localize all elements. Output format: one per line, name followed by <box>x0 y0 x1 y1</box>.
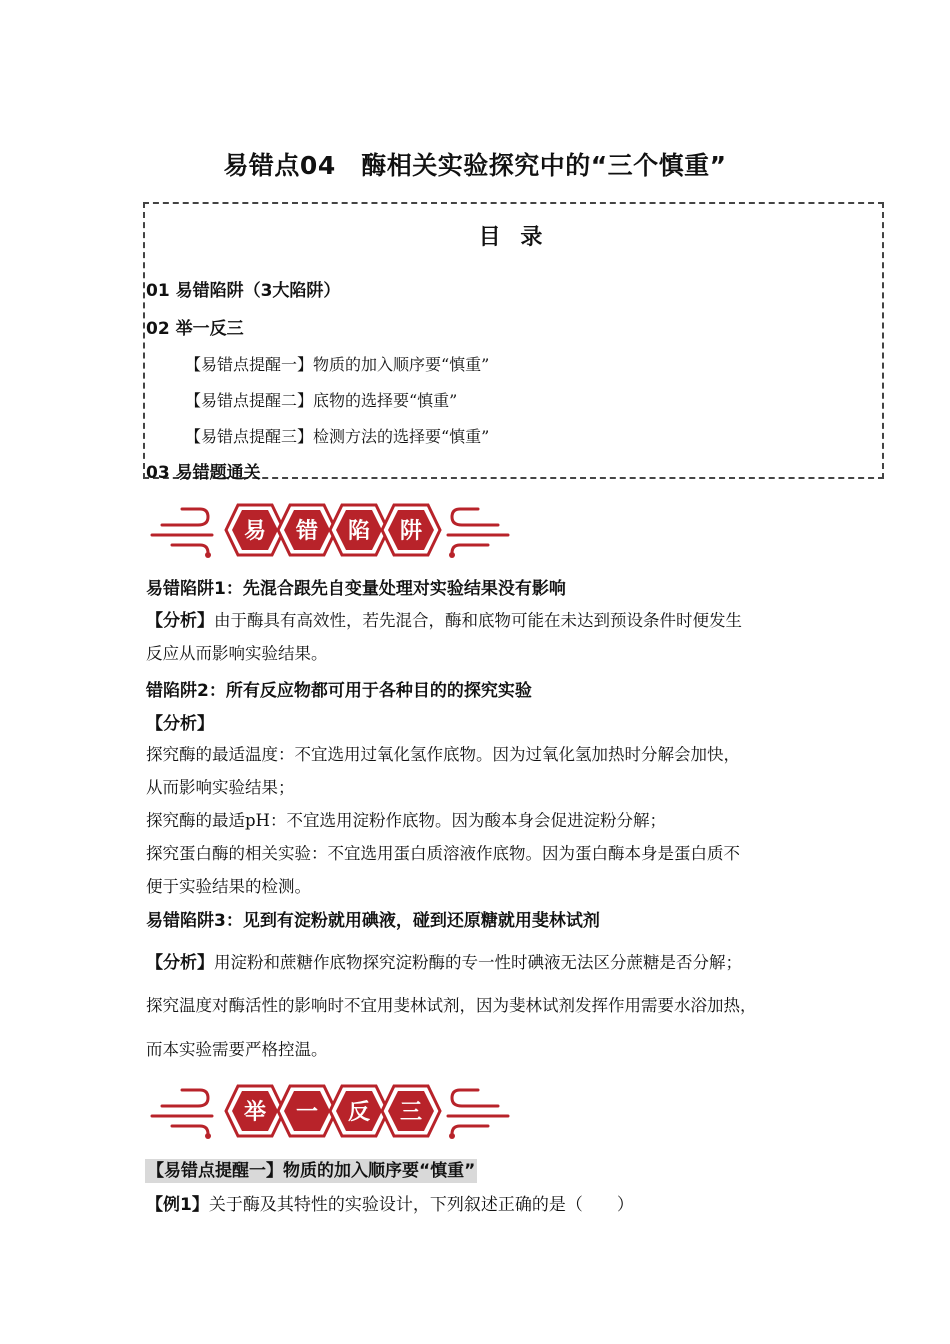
trap-2-analysis-label: 【分析】 <box>146 714 214 734</box>
reminder-1-heading <box>145 1156 477 1181</box>
trap-3-analysis-line-1 <box>146 948 742 973</box>
trap-2-line-1: 探究酶的最适温度：不宜选用过氧化氢作底物。因为过氧化氢加热时分解会加快， <box>146 745 740 764</box>
toc-section-1: 01 易错陷阱（3大陷阱） <box>146 281 341 301</box>
toc-heading: 目 录 <box>478 225 549 250</box>
example-label: 【例1】 <box>146 1195 209 1215</box>
toc-section-2: 02 举一反三 <box>146 319 244 339</box>
toc-section-3: 03 易错题通关 <box>146 463 261 483</box>
trap-3-title: 易错陷阱3：见到有淀粉就用碘液，碰到还原糖就用斐林试剂 <box>146 911 600 931</box>
trap-2-line-3: 探究酶的最适pH：不宜选用淀粉作底物。因为酸本身会促进淀粉分解； <box>146 811 666 830</box>
trap-2-title: 错陷阱2：所有反应物都可用于各种目的的探究实验 <box>146 681 532 701</box>
analysis-text: 用淀粉和蔗糖作底物探究淀粉酶的专一性时碘液无法区分蔗糖是否分解； <box>214 953 742 972</box>
example-1 <box>146 1190 634 1215</box>
toc-item-2: 【易错点提醒二】底物的选择要“慎重” <box>185 391 458 410</box>
analysis-text: 由于酶具有高效性，若先混合，酶和底物可能在未达到预设条件时便发生 <box>214 611 742 630</box>
table-of-contents <box>143 202 884 483</box>
toc-item-1: 【易错点提醒一】物质的加入顺序要“慎重” <box>185 355 490 374</box>
banner-traps <box>150 497 510 563</box>
trap-1-analysis-line-1 <box>146 606 742 631</box>
trap-2-line-2: 从而影响实验结果； <box>146 778 295 797</box>
trap-1-title: 易错陷阱1：先混合跟先自变量处理对实验结果没有影响 <box>146 579 566 599</box>
analysis-label: 【分析】 <box>146 953 214 973</box>
reminder-1-text: 【易错点提醒一】物质的加入顺序要“慎重” <box>147 1161 476 1181</box>
banner-decoration-icon <box>150 497 510 563</box>
banner-char-2: 错 <box>295 519 319 544</box>
banner-char-2: 一 <box>295 1100 319 1125</box>
trap-1-analysis-line-2: 反应从而影响实验结果。 <box>146 644 328 663</box>
banner-char-3: 陷 <box>347 519 371 544</box>
trap-2-line-4: 探究蛋白酶的相关实验：不宜选用蛋白质溶液作底物。因为蛋白酶本身是蛋白质不 <box>146 844 740 863</box>
trap-3-analysis-line-3: 而本实验需要严格控温。 <box>146 1040 328 1059</box>
page-title: 易错点04 酶相关实验探究中的“三个慎重” <box>223 151 727 180</box>
trap-2-line-5: 便于实验结果的检测。 <box>146 877 311 896</box>
banner-char-1: 易 <box>243 519 267 544</box>
toc-item-3: 【易错点提醒三】检测方法的选择要“慎重” <box>185 427 490 446</box>
banner-char-4: 阱 <box>399 519 423 544</box>
banner-char-1: 举 <box>243 1100 267 1125</box>
analysis-label: 【分析】 <box>146 611 214 631</box>
trap-3-analysis-line-2: 探究温度对酶活性的影响时不宜用斐林试剂，因为斐林试剂发挥作用需要水浴加热， <box>146 996 757 1015</box>
banner-char-4: 三 <box>399 1100 423 1125</box>
banner-decoration-icon <box>150 1078 510 1144</box>
banner-char-3: 反 <box>347 1100 371 1125</box>
example-text: 关于酶及其特性的实验设计，下列叙述正确的是（ ） <box>208 1195 634 1215</box>
banner-practice <box>150 1078 510 1144</box>
